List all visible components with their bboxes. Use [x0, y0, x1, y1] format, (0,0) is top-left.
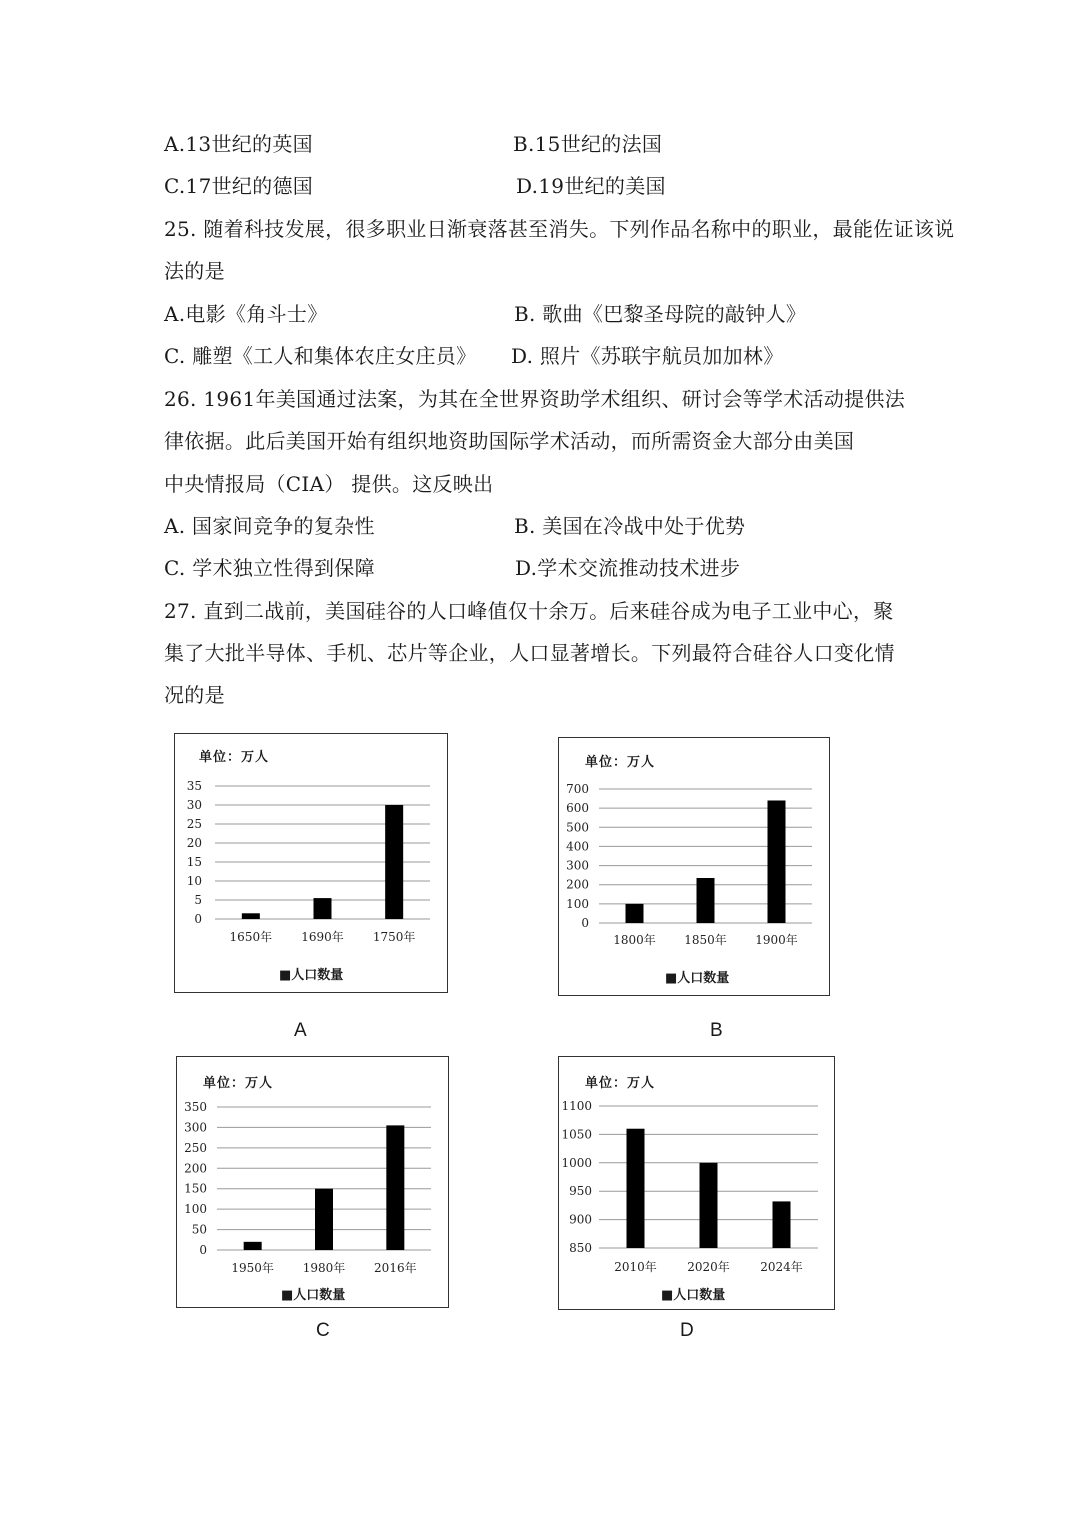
- bar: [244, 1242, 262, 1250]
- y-tick-label: 25: [186, 817, 202, 831]
- bar: [700, 1163, 718, 1248]
- y-tick-label: 500: [566, 820, 589, 835]
- chart-unit-label: 单位：万人: [585, 755, 656, 770]
- q26-option-d: D.学术交流推动技术进步: [515, 556, 741, 580]
- bar: [314, 898, 332, 919]
- y-tick-label: 950: [569, 1184, 592, 1199]
- chart-legend: ■人口数量: [661, 1288, 726, 1303]
- y-tick-label: 600: [566, 801, 589, 816]
- q24-option-a: A.13世纪的英国: [164, 132, 313, 156]
- q27-stem-line3: 况的是: [164, 683, 225, 707]
- y-tick-label: 30: [186, 798, 202, 812]
- y-tick-label: 0: [194, 912, 202, 926]
- x-category-label: 1650年: [229, 930, 273, 944]
- chart-plot: [177, 1057, 450, 1309]
- x-category-label: 1950年: [231, 1261, 274, 1275]
- bar: [697, 878, 715, 923]
- x-category-label: 2016年: [374, 1261, 417, 1275]
- y-tick-label: 50: [191, 1222, 207, 1237]
- x-category-label: 1850年: [684, 933, 727, 947]
- chart-legend: ■人口数量: [665, 971, 730, 986]
- y-tick-label: 100: [184, 1202, 207, 1217]
- chart-unit-label: 单位：万人: [199, 750, 270, 765]
- chart-unit-label: 单位：万人: [585, 1076, 656, 1091]
- q26-option-a: A. 国家间竞争的复杂性: [164, 514, 375, 538]
- q24-option-c: C.17世纪的德国: [164, 174, 314, 198]
- chart-a: [174, 733, 448, 993]
- y-tick-label: 35: [186, 779, 202, 793]
- chart-b: [558, 737, 830, 996]
- y-tick-label: 200: [184, 1161, 207, 1176]
- q24-option-d: D.19世纪的美国: [516, 174, 666, 198]
- bar: [385, 805, 403, 919]
- q25-option-b: B. 歌曲《巴黎圣母院的敲钟人》: [514, 302, 807, 326]
- y-tick-label: 300: [184, 1120, 207, 1135]
- bar: [627, 1129, 645, 1248]
- q25-option-d: D. 照片《苏联宇航员加加林》: [511, 344, 784, 368]
- y-tick-label: 1000: [561, 1155, 592, 1170]
- chart-unit-label: 单位：万人: [203, 1076, 274, 1091]
- q26-option-b: B. 美国在冷战中处于优势: [514, 514, 746, 538]
- x-category-label: 2010年: [614, 1260, 657, 1274]
- chart-legend: ■人口数量: [279, 968, 344, 983]
- q25-option-a: A.电影《角斗士》: [164, 302, 328, 326]
- chart-a-caption: A: [294, 1020, 307, 1041]
- chart-b-caption: B: [710, 1020, 723, 1041]
- q27-stem-line2: 集了大批半导体、手机、芯片等企业，人口显著增长。下列最符合硅谷人口变化情: [164, 641, 895, 665]
- q25-stem-line1: 25. 随着科技发展，很多职业日渐衰落甚至消失。下列作品名称中的职业，最能佐证该说: [164, 217, 955, 241]
- y-tick-label: 20: [186, 836, 202, 850]
- y-tick-label: 15: [186, 855, 202, 869]
- chart-legend: ■人口数量: [281, 1288, 346, 1303]
- chart-c-caption: C: [316, 1320, 330, 1341]
- x-category-label: 1800年: [613, 933, 656, 947]
- y-tick-label: 850: [569, 1241, 592, 1255]
- bar: [773, 1201, 791, 1248]
- y-tick-label: 400: [566, 839, 589, 854]
- bar: [768, 800, 786, 923]
- x-category-label: 2024年: [760, 1260, 803, 1274]
- y-tick-label: 10: [186, 874, 202, 888]
- chart-plot: [559, 738, 831, 997]
- bar: [242, 913, 260, 919]
- x-category-label: 1900年: [755, 933, 798, 947]
- q26-option-c: C. 学术独立性得到保障: [164, 556, 375, 580]
- bar: [386, 1125, 404, 1250]
- y-tick-label: 1100: [561, 1099, 592, 1113]
- bar: [626, 904, 644, 923]
- y-tick-label: 150: [184, 1181, 207, 1196]
- y-tick-label: 700: [566, 782, 589, 796]
- q24-option-b: B.15世纪的法国: [513, 132, 663, 156]
- x-category-label: 2020年: [687, 1260, 730, 1274]
- chart-d-caption: D: [680, 1320, 694, 1341]
- y-tick-label: 350: [184, 1100, 207, 1114]
- q27-stem-line1: 27. 直到二战前，美国硅谷的人口峰值仅十余万。后来硅谷成为电子工业中心，聚: [164, 599, 894, 623]
- chart-plot: [175, 734, 449, 994]
- q26-stem-line2: 律依据。此后美国开始有组织地资助国际学术活动，而所需资金大部分由美国: [164, 429, 855, 453]
- x-category-label: 1690年: [301, 930, 344, 944]
- y-tick-label: 900: [569, 1212, 592, 1227]
- x-category-label: 1980年: [302, 1261, 346, 1275]
- y-tick-label: 200: [566, 877, 589, 892]
- q25-option-c: C. 雕塑《工人和集体农庄女庄员》: [164, 344, 477, 368]
- chart-d: [558, 1056, 835, 1310]
- chart-plot: [559, 1057, 836, 1311]
- y-tick-label: 100: [566, 896, 589, 911]
- bar: [315, 1189, 333, 1250]
- q25-stem-line2: 法的是: [164, 259, 225, 283]
- q26-stem-line1: 26. 1961年美国通过法案，为其在全世界资助学术组织、研讨会等学术活动提供法: [164, 387, 906, 411]
- chart-c: [176, 1056, 449, 1308]
- y-tick-label: 1050: [561, 1127, 592, 1142]
- y-tick-label: 0: [199, 1243, 207, 1257]
- y-tick-label: 300: [566, 858, 589, 873]
- y-tick-label: 5: [194, 893, 202, 907]
- q26-stem-line3: 中央情报局（CIA） 提供。这反映出: [164, 472, 494, 496]
- y-tick-label: 0: [581, 916, 589, 930]
- y-tick-label: 250: [184, 1140, 207, 1155]
- x-category-label: 1750年: [372, 930, 416, 944]
